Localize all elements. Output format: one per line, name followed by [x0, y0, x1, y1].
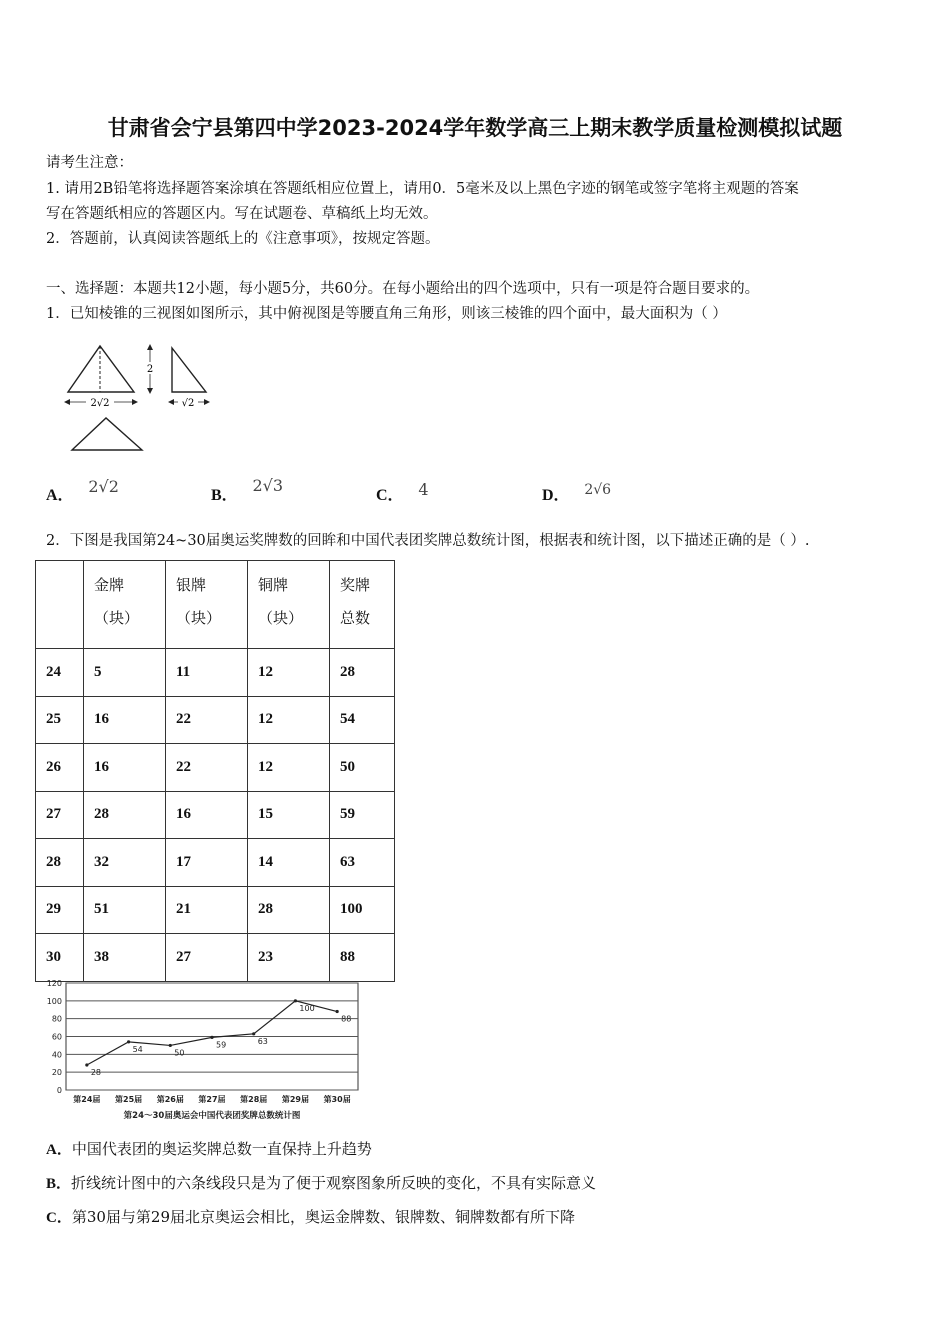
x-tick-label: 第26届 [156, 1095, 184, 1104]
q1-option-b-value: 2√3 [252, 476, 284, 495]
height-label: 2 [146, 364, 154, 375]
q2-option-c-letter: C． [46, 1210, 72, 1226]
header-cell-session [36, 561, 84, 649]
header-cell-gold: 金牌 （块） [84, 561, 166, 649]
y-tick-label: 80 [51, 1014, 62, 1024]
data-point [294, 999, 297, 1002]
q2-option-a[interactable] [46, 1138, 372, 1159]
q1-option-a-letter: A． [46, 487, 74, 504]
q1-option-c-value: 4 [418, 480, 429, 499]
question-1-text: 1．已知棱锥的三视图如图所示，其中俯视图是等腰直角三角形，则该三棱锥的四个面中，最大面积为（ ） [46, 306, 727, 322]
data-point [169, 1044, 172, 1047]
notice-heading: 请考生注意： [46, 155, 133, 171]
top-view-triangle [72, 418, 142, 450]
q1-option-d-letter: D． [542, 487, 570, 504]
x-tick-label: 第27届 [198, 1095, 226, 1104]
q1-option-d-value: 2√6 [584, 482, 612, 498]
front-width-label: 2√2 [90, 398, 110, 409]
notice-item-2: 2．答题前，认真阅读答题纸上的《注意事项》，按规定答题。 [46, 231, 440, 247]
table-row: 29 51 21 28 100 [36, 886, 395, 934]
y-tick-label: 120 [46, 979, 62, 988]
medal-total-line-chart [40, 975, 370, 1125]
y-tick-label: 0 [56, 1086, 62, 1095]
chart-title: 第24～30届奥运会中国代表团奖牌总数统计图 [123, 1111, 301, 1121]
page-title: 甘肃省会宁县第四中学2023-2024学年数学高三上期末教学质量检测模拟试题 [107, 116, 843, 140]
data-label: 50 [174, 1048, 185, 1058]
notice-item-1-line-2: 写在答题纸相应的答题区内。写在试题卷、草稿纸上均无效。 [46, 206, 438, 222]
y-tick-label: 100 [46, 996, 62, 1006]
data-label: 28 [90, 1068, 102, 1078]
table-header-row [36, 561, 395, 649]
question-2-text: 2．下图是我国第24~30届奥运奖牌数的回眸和中国代表团奖牌总数统计图，根据表和统计图，以下描述正确的是（ ）. [46, 533, 810, 549]
table-row: 24 5 11 12 28 [36, 649, 395, 697]
q2-option-a-text: 中国代表团的奥运奖牌总数一直保持上升趋势 [71, 1140, 372, 1158]
q1-option-a[interactable] [46, 477, 119, 505]
data-point [85, 1063, 88, 1066]
table-row: 30 38 27 23 88 [36, 934, 395, 982]
data-label: 63 [257, 1036, 268, 1046]
q2-option-c-text: 第30届与第29届北京奥运会相比，奥运金牌数、银牌数、铜牌数都有所下降 [71, 1208, 576, 1226]
notice-item-1-line-1: 1. 请用2B铅笔将选择题答案涂填在答题纸相应位置上，请用0．5毫米及以上黑色字迹的钢笔或签字笔将主观题的答案 [46, 181, 799, 197]
data-label: 88 [341, 1014, 352, 1024]
front-view-triangle [68, 346, 134, 392]
table-row: 26 16 22 12 50 [36, 744, 395, 792]
q1-option-b-letter: B． [211, 487, 238, 504]
q2-option-b-letter: B． [46, 1176, 72, 1192]
table-row: 28 32 17 14 63 [36, 839, 395, 887]
header-cell-total: 奖牌 总数 [330, 561, 395, 649]
data-label: 100 [299, 1003, 315, 1013]
data-label: 54 [132, 1044, 143, 1054]
y-tick-label: 60 [51, 1032, 62, 1042]
data-point [210, 1036, 213, 1039]
x-tick-label: 第25届 [115, 1095, 143, 1104]
y-tick-label: 40 [51, 1050, 62, 1060]
q1-option-b[interactable] [211, 476, 284, 505]
y-tick-label: 20 [51, 1068, 62, 1078]
medal-table [35, 560, 395, 982]
data-point [127, 1040, 130, 1043]
three-view-figure [58, 340, 218, 455]
x-tick-label: 第29届 [281, 1095, 309, 1104]
table-row: 27 28 16 15 59 [36, 791, 395, 839]
data-point [252, 1032, 255, 1035]
q2-option-c[interactable] [46, 1206, 575, 1227]
x-tick-label: 第30届 [323, 1095, 351, 1104]
q2-option-b-text: 折线统计图中的六条线段只是为了便于观察图象所反映的变化，不具有实际意义 [71, 1174, 597, 1192]
data-label: 59 [216, 1040, 227, 1050]
q1-option-a-value: 2√2 [88, 477, 119, 496]
q1-option-c-letter: C． [376, 487, 404, 504]
q2-option-b[interactable] [46, 1172, 596, 1193]
side-view-triangle [172, 348, 206, 392]
x-tick-label: 第28届 [240, 1095, 268, 1104]
q2-option-a-letter: A． [46, 1142, 72, 1158]
header-cell-silver: 银牌 （块） [166, 561, 248, 649]
side-width-label: √2 [181, 398, 195, 409]
x-tick-label: 第24届 [73, 1095, 101, 1104]
data-point [336, 1010, 339, 1013]
table-row: 25 16 22 12 54 [36, 696, 395, 744]
section-heading: 一、选择题：本题共12小题，每小题5分，共60分。在每小题给出的四个选项中，只有一项是符合题目要求的。 [46, 281, 760, 297]
q1-option-c[interactable] [376, 482, 429, 505]
header-cell-bronze: 铜牌 （块） [248, 561, 330, 649]
q1-option-d[interactable] [542, 482, 611, 505]
